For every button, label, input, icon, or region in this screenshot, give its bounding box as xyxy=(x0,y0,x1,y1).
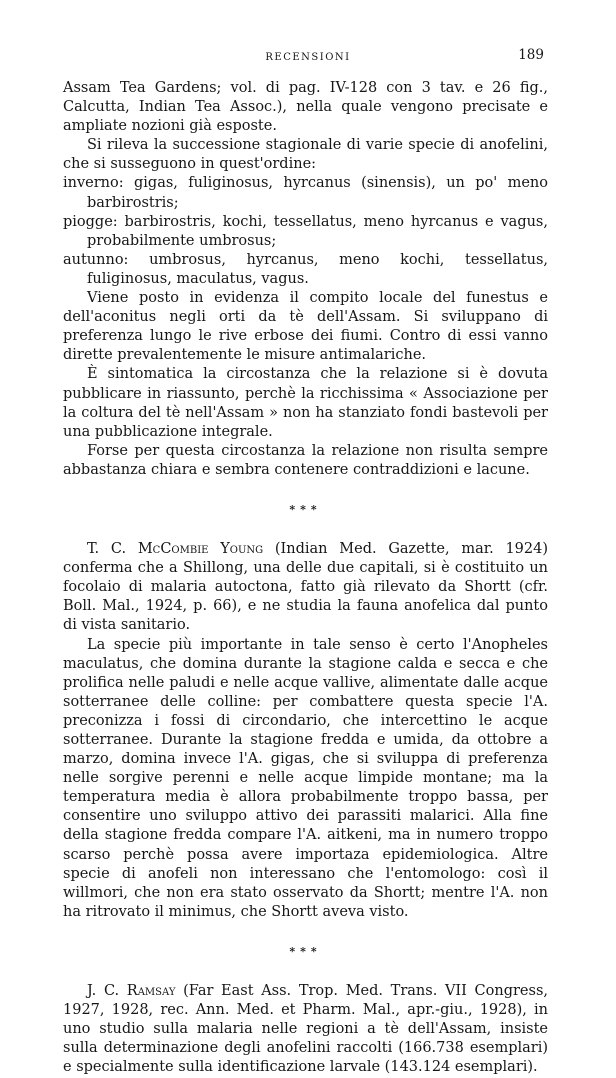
page-number: 189 xyxy=(518,47,544,63)
section-separator: *** xyxy=(289,944,322,958)
review-ramsay xyxy=(63,982,548,1077)
season-inverno: inverno: gigas, fuliginosus, hyrcanus (sinensis), un po' meno barbirostris; xyxy=(63,175,548,211)
section1-para-conclusion: Forse per questa circostanza la relazione non risulta sempre abbastanza chiara e sembra contenere contraddizioni e lacune. xyxy=(63,442,548,478)
running-header: RECENSIONI xyxy=(265,52,351,63)
author-name: J. C. Ramsay xyxy=(87,983,176,1000)
page-body xyxy=(63,79,548,1078)
section1-para-succession: Si rileva la successione stagionale di varie specie di anofelini, che si susseguono in quest'ordine: xyxy=(63,137,548,173)
review-mccombie-young-body: La specie più importante in tale senso è certo l'Anopheles maculatus, che domina durante la stagione calda e secca e che prolifica nelle paludi e nelle acque vallive, alimentate dalle acque sotterranee delle colline: per combattere questa specie l'A. preconizza i fossi di circondario, che intercettino le acque sotterranee. Durante la stagione fredda e umida, da ottobre a marzo, domina invece l'A. gigas, che si sviluppa di preferenza nelle sorgive perenni e nelle acque limpide montane; ma la temperatura media è allora probabilmente troppo bassa, per consentire uno sviluppo attivo dei parassiti malarici. Alla fine della stagione fredda compare l'A. aitkeni, ma in numero troppo scarso perchè possa avere importaza epidemiologica. Altre specie di anofeli non interessano che l'entomologo: così il willmori, che non era stato osservato da Shortt; mentre l'A. non ha ritrovato il minimus, che Shortt aveva visto. xyxy=(63,636,548,920)
review-text: (Indian Med. Gazette, mar. 1924) conferma che a Shillong, una delle due capitali, si è costituito un focolaio di malaria autoctona, fatto già rilevato da Shortt (cfr. Boll. Mal., 1924, p. 66), e ne studia la fauna anofelica dal punto di vista sanitario. xyxy=(63,541,549,634)
section1-para-funestus: Viene posto in evidenza il compito locale del funestus e dell'aconitus negli orti da tè dell'Assam. Si sviluppano di preferenza lungo le rive erbose dei fiumi. Contro di essi vanno dirette prevalentemente le misure antimalariche. xyxy=(63,290,548,364)
season-piogge: piogge: barbirostris, kochi, tessellatus, meno hyrcanus e vagus, probabilmente umbrosus; xyxy=(63,213,548,249)
section1-para-continuation: Assam Tea Gardens; vol. di pag. IV-128 con 3 tav. e 26 fig., Calcutta, Indian Tea Assoc.), nella quale vengono precisate e ampliate nozioni già esposte. xyxy=(63,80,548,135)
section-separator: *** xyxy=(289,502,322,516)
author-name: T. C. McCombie Young xyxy=(87,541,264,558)
review-mccombie-young xyxy=(63,540,548,635)
section1-para-summary: È sintomatica la circostanza che la relazione si è dovuta pubblicare in riassunto, perchè la ricchissima « Associazione per la coltura del tè nell'Assam » non ha stanziato fondi bastevoli per una pubblicazione integrale. xyxy=(63,366,548,440)
review-text: (Far East Ass. Trop. Med. Trans. VII Congress, 1927, 1928, rec. Ann. Med. et Pharm. Mal., apr.-giu., 1928), in uno studio sulla malaria nelle regioni a tè dell'Assam, insiste sulla determinazione degli anofelini raccolti (166.738 esemplari) e specialmente sulla identificazione larvale (143.124 esemplari). xyxy=(63,983,548,1076)
season-autunno: autunno: umbrosus, hyrcanus, meno kochi, tessellatus, fuliginosus, maculatus, vagus. xyxy=(63,251,548,287)
